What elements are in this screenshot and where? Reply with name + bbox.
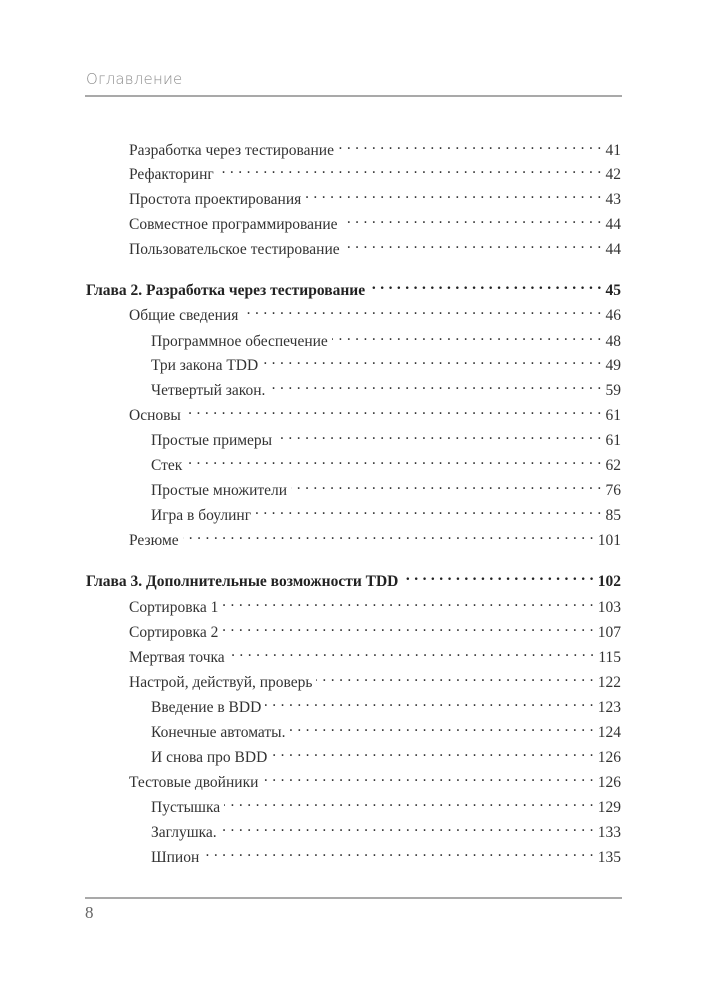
toc-entry-page: 126 [597, 774, 621, 791]
toc-entry[interactable] [151, 817, 621, 841]
dot-leader [186, 450, 601, 470]
toc-entry[interactable] [151, 350, 621, 374]
toc-entry-page: 76 [605, 482, 621, 499]
dot-leader [332, 326, 602, 346]
dot-leader [344, 234, 602, 254]
dot-leader [229, 642, 595, 662]
toc-entry-page: 129 [597, 799, 621, 816]
dot-leader [224, 792, 594, 812]
toc-entry[interactable] [151, 742, 621, 766]
toc-entry-title: Разработка через тестирование [129, 142, 334, 159]
dot-leader [255, 500, 601, 520]
dot-leader [276, 425, 601, 445]
toc-entry-page: 59 [605, 382, 621, 399]
toc-entry[interactable] [129, 209, 621, 233]
toc-entry[interactable] [129, 184, 621, 208]
toc-entry-title: Шпион [151, 849, 200, 866]
toc-entry-page: 44 [605, 241, 621, 258]
toc-entry-title: Четвертый закон. [151, 382, 266, 399]
dot-leader [269, 375, 601, 395]
toc-entry-page: 48 [605, 333, 621, 350]
toc-entry-page: 61 [605, 432, 621, 449]
dot-leader [203, 842, 593, 862]
toc-entry[interactable] [151, 375, 621, 399]
toc-entry-page: 43 [605, 191, 621, 208]
toc-entry-page: 46 [605, 307, 621, 324]
toc-entry-page: 115 [598, 649, 621, 666]
running-head: Оглавление [86, 70, 183, 88]
toc-entry-page: 107 [597, 624, 621, 641]
toc-entry[interactable] [129, 642, 621, 666]
footer-rule [85, 897, 622, 899]
toc-chapter-page: 45 [605, 282, 621, 299]
toc-entry[interactable] [129, 400, 621, 424]
dot-leader [316, 667, 593, 687]
toc-entry-title: Резюме [129, 532, 179, 549]
toc-entry-page: 123 [597, 699, 621, 716]
toc-entry[interactable] [129, 159, 621, 183]
toc-entry[interactable] [151, 425, 621, 449]
toc-entry[interactable] [129, 300, 621, 324]
toc-entry-title: Основы [129, 407, 181, 424]
page-number: 8 [85, 903, 94, 922]
toc-entry[interactable] [129, 617, 621, 641]
toc-entry-title: Три закона TDD [151, 357, 259, 374]
toc-entry-page: 126 [597, 749, 621, 766]
toc-entry-page: 85 [605, 507, 621, 524]
toc-entry-page: 133 [597, 824, 621, 841]
dot-leader [338, 135, 602, 155]
dot-leader [289, 717, 593, 737]
dot-leader [262, 767, 593, 787]
toc-entry-title: Конечные автоматы. [151, 724, 286, 741]
toc-entry[interactable] [151, 717, 621, 741]
toc-entry-title: Пользовательское тестирование [129, 241, 340, 258]
dot-leader [265, 692, 593, 712]
toc-chapter[interactable] [86, 566, 621, 590]
toc-entry[interactable] [151, 475, 621, 499]
toc-entry-title: Простые множители [151, 482, 288, 499]
toc-entry-page: 62 [605, 457, 621, 474]
toc-chapter-title: Глава 2. Разработка через тестирование [86, 282, 366, 299]
dot-leader [291, 475, 601, 495]
toc-entry-title: Игра в боулинг [151, 507, 252, 524]
dot-leader [218, 159, 602, 179]
toc-chapter-title: Глава 3. Дополнительные возможности TDD [86, 573, 399, 590]
toc-entry[interactable] [151, 692, 621, 716]
dot-leader [221, 817, 594, 837]
toc-entry-page: 41 [605, 142, 621, 159]
toc-entry-page: 49 [605, 357, 621, 374]
toc-chapter[interactable] [86, 275, 621, 299]
toc-entry[interactable] [129, 592, 621, 616]
toc-entry-page: 103 [597, 599, 621, 616]
toc-entry[interactable] [129, 234, 621, 258]
toc-entry-title: Введение в BDD [151, 699, 262, 716]
toc-entry[interactable] [151, 500, 621, 524]
toc-entry[interactable] [151, 450, 621, 474]
toc-entry-title: И снова про BDD [151, 749, 268, 766]
header-rule [85, 95, 622, 97]
toc-entry-title: Заглушка. [151, 824, 217, 841]
dot-leader [183, 525, 594, 545]
toc-entry[interactable] [151, 326, 621, 350]
toc-entry[interactable] [129, 135, 621, 159]
toc-entry-title: Простые примеры [151, 432, 273, 449]
dot-leader [242, 300, 601, 320]
toc-entry-page: 42 [605, 166, 621, 183]
toc-entry-title: Сортировка 1 [129, 599, 219, 616]
dot-leader [222, 617, 593, 637]
toc-entry-title: Совместное программирование [129, 216, 338, 233]
toc-chapter-page: 102 [597, 573, 621, 590]
toc-entry-page: 61 [605, 407, 621, 424]
toc-entry-title: Программное обеспечение [151, 333, 328, 350]
toc-entry-title: Стек [151, 457, 183, 474]
dot-leader [185, 400, 602, 420]
toc-entry[interactable] [129, 525, 621, 549]
toc-entry-title: Мертвая точка [129, 649, 225, 666]
toc-entry-page: 135 [597, 849, 621, 866]
toc-entry-title: Сортировка 2 [129, 624, 219, 641]
dot-leader [342, 209, 602, 229]
toc-entry-title: Простота проектирования [129, 191, 302, 208]
dot-leader [222, 592, 593, 612]
toc-entry-page: 44 [605, 216, 621, 233]
toc-entry-page: 122 [597, 674, 621, 691]
toc-entry-page: 101 [597, 532, 621, 549]
toc-entry-title: Пустышка [151, 799, 221, 816]
toc-entry[interactable] [129, 767, 621, 791]
toc-entry[interactable] [151, 842, 621, 866]
dot-leader [369, 275, 601, 295]
dot-leader [402, 566, 593, 586]
toc-entry-title: Настрой, действуй, проверь [129, 674, 313, 691]
toc-entry[interactable] [151, 792, 621, 816]
dot-leader [305, 184, 601, 204]
dot-leader [271, 742, 593, 762]
toc-entry-page: 124 [597, 724, 621, 741]
toc-entry[interactable] [129, 667, 621, 691]
toc-entry-title: Рефакторинг [129, 166, 214, 183]
dot-leader [262, 350, 601, 370]
toc-entry-title: Общие сведения [129, 307, 239, 324]
toc-entry-title: Тестовые двойники [129, 774, 259, 791]
